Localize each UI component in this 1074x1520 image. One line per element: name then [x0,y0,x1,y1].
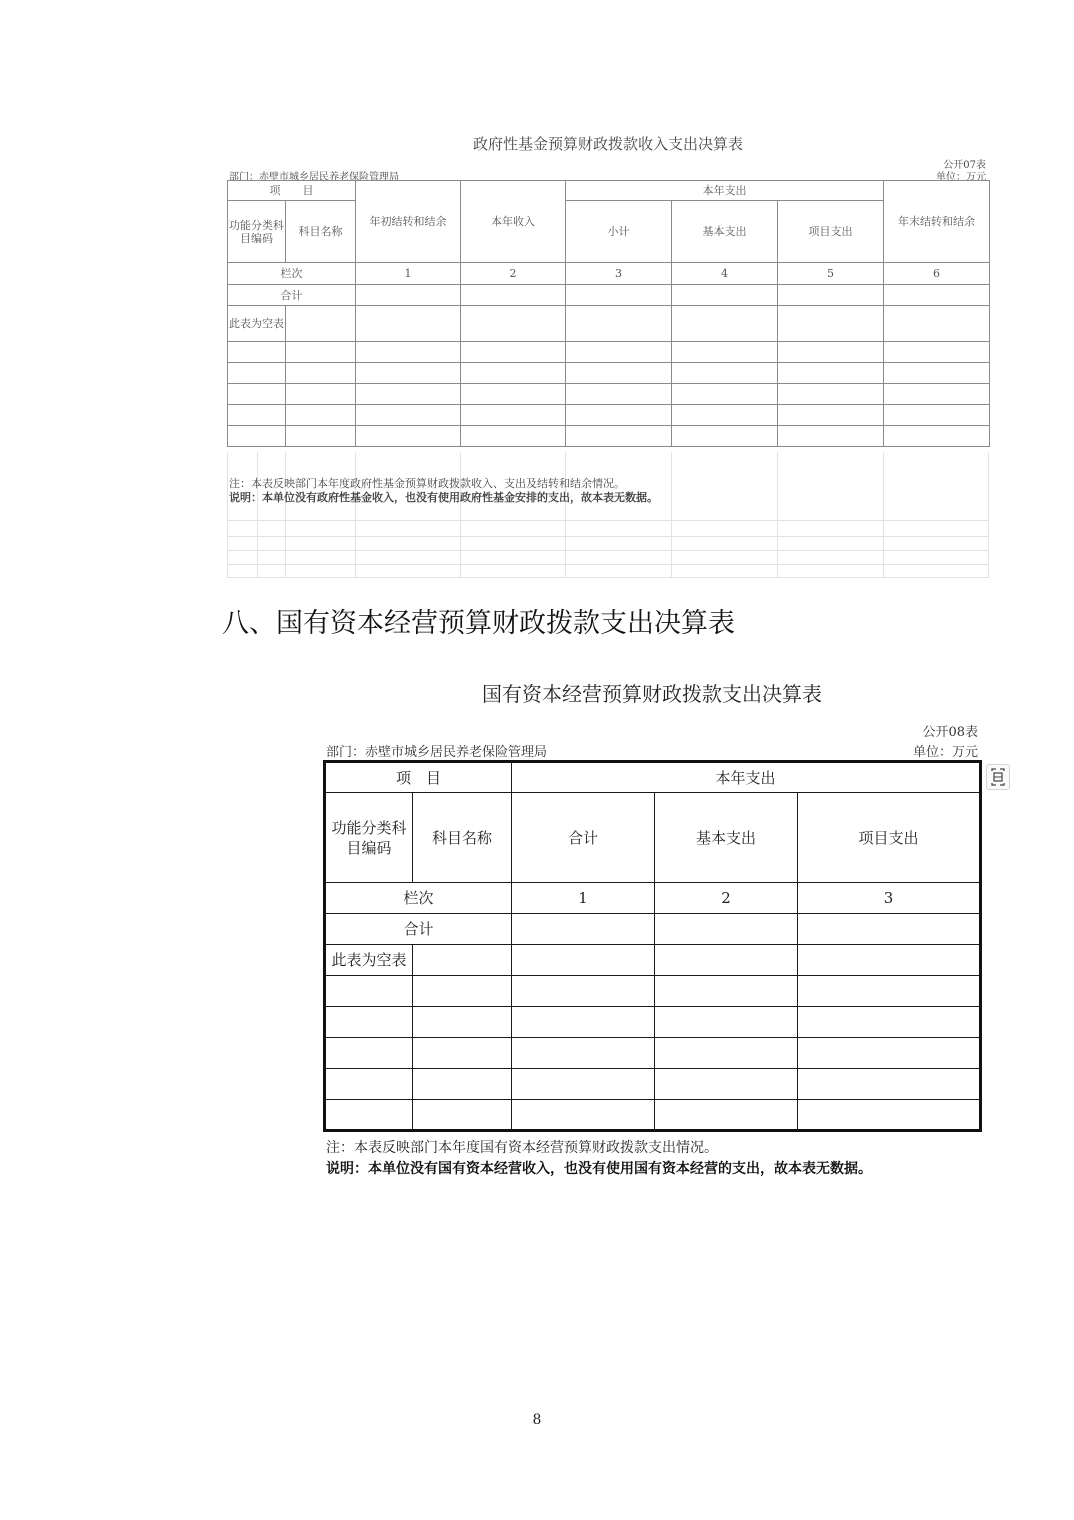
t2-col-num: 2 [655,883,798,914]
t1-row-empty: 此表为空表 [228,306,286,342]
t2-blank-row [325,1038,981,1069]
t2-col-num: 1 [512,883,655,914]
t2-header-name: 科目名称 [413,793,512,883]
t2-cell [655,945,798,976]
t1-col-num: 3 [566,263,672,285]
t1-cell [778,285,884,306]
t2-row-col: 栏次 [325,883,512,914]
t1-blank-row [228,426,990,447]
page-number: 8 [532,1412,542,1428]
t2-header-basic: 基本支出 [655,793,798,883]
t1-blank-row [228,405,990,426]
t2-cell [413,945,512,976]
table2-form-no: 公开08表 [922,725,978,740]
t1-cell [461,285,566,306]
t1-row-total: 合计 [228,285,356,306]
table1 [227,180,990,447]
t1-cell [778,306,884,342]
table1-explanation: 说明：本单位没有政府性基金收入，也没有使用政府性基金安排的支出，故本表无数据。 [229,491,658,504]
t1-blank-row [228,384,990,405]
t1-header-subtotal: 小计 [566,201,672,263]
t1-cell [566,306,672,342]
t1-col-num: 6 [884,263,990,285]
t1-header-code: 功能分类科目编码 [228,201,286,263]
t1-cell [884,285,990,306]
t1-cell [356,285,461,306]
t1-header-item: 项 目 [228,181,356,201]
t1-col-num: 2 [461,263,566,285]
t2-row-total: 合计 [325,914,512,945]
t2-cell [512,914,655,945]
table2-title: 国有资本经营预算财政拨款支出决算表 [482,682,822,706]
t2-col-num: 3 [798,883,981,914]
table1-form-no: 公开07表 [943,160,986,171]
t1-header-basic: 基本支出 [672,201,778,263]
t2-row-empty: 此表为空表 [325,945,413,976]
table1-dept: 部门：赤壁市城乡居民养老保险管理局 [229,172,399,183]
t1-blank-row [228,342,990,363]
table2-explanation: 说明：本单位没有国有资本经营收入，也没有使用国有资本经营的支出，故本表无数据。 [326,1161,872,1177]
t1-cell [461,306,566,342]
t2-header-total: 合计 [512,793,655,883]
t2-cell [655,914,798,945]
t1-cell [672,285,778,306]
t1-cell [286,306,356,342]
table2-unit: 单位：万元 [912,745,978,760]
t1-col-num: 1 [356,263,461,285]
t2-header-item: 项 目 [325,762,512,793]
t1-header-begin: 年初结转和结余 [356,181,461,263]
table2 [323,760,982,1132]
t1-col-num: 5 [778,263,884,285]
section-heading: 八、国有资本经营预算财政拨款支出决算表 [222,608,735,639]
t1-header-income: 本年收入 [461,181,566,263]
t2-cell [512,945,655,976]
table1-note: 注：本表反映部门本年度政府性基金预算财政拨款收入、支出及结转和结余情况。 [229,477,625,490]
t2-blank-row [325,1069,981,1100]
t1-cell [884,306,990,342]
t1-header-curyear: 本年支出 [566,181,884,201]
t1-row-col: 栏次 [228,263,356,285]
table1-title: 政府性基金预算财政拨款收入支出决算表 [472,135,743,153]
t1-header-name: 科目名称 [286,201,356,263]
t1-header-end: 年末结转和结余 [884,181,990,263]
t1-blank-row [228,363,990,384]
t2-blank-row [325,1007,981,1038]
t2-header-code: 功能分类科目编码 [325,793,413,883]
table1-faint-grid [227,452,989,578]
t2-cell [798,914,981,945]
table2-dept: 部门：赤壁市城乡居民养老保险管理局 [326,745,548,760]
t1-header-project: 项目支出 [778,201,884,263]
table2-note: 注：本表反映部门本年度国有资本经营预算财政拨款支出情况。 [326,1140,718,1156]
t2-header-curyear: 本年支出 [512,762,981,793]
t1-cell [672,306,778,342]
t1-col-num: 4 [672,263,778,285]
t2-blank-row [325,1100,981,1131]
table-expand-icon[interactable] [986,764,1010,790]
t1-cell [566,285,672,306]
t2-blank-row [325,976,981,1007]
table1-unit: 单位：万元 [936,172,986,183]
t2-cell [798,945,981,976]
t2-header-project: 项目支出 [798,793,981,883]
t1-cell [356,306,461,342]
